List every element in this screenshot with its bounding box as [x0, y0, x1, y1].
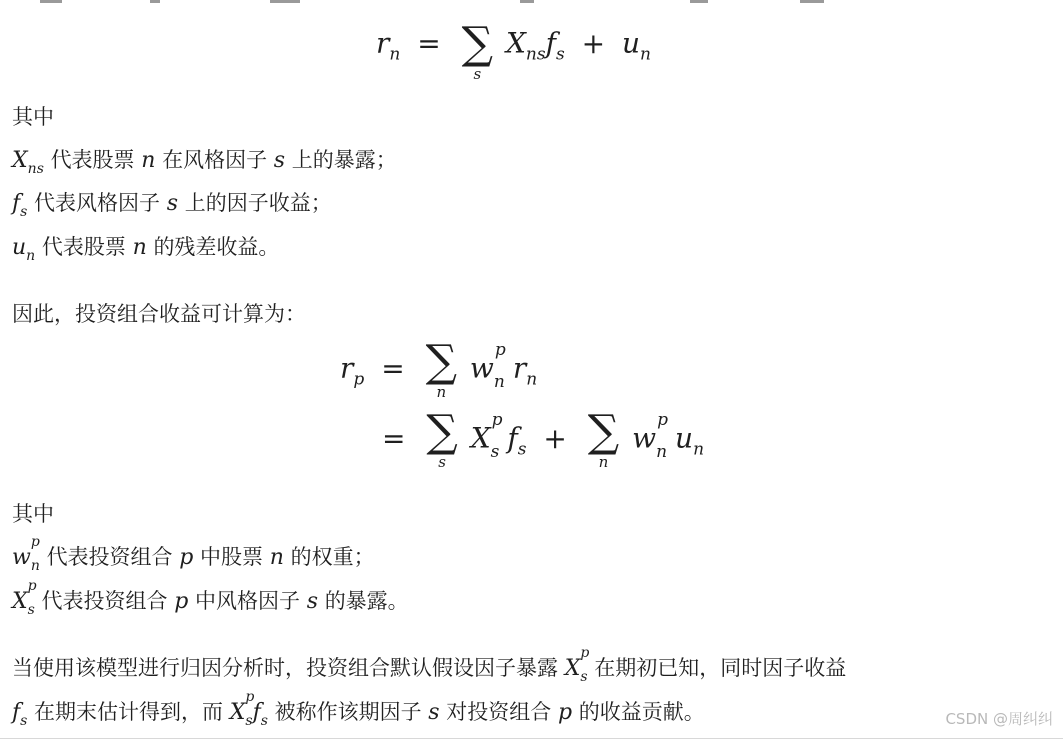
where-label-2: 其中: [12, 502, 54, 526]
definition-x-ns: $X_{ns}$ 代表股票 n 在风格因子 s 上的暴露；: [12, 148, 397, 177]
definition-w-pn: w p $_n$ 代表投资组合 p 中股票 n 的权重；: [12, 534, 375, 574]
csdn-watermark: CSDN @周纠纠: [945, 710, 1053, 728]
equation-portfolio-return-row1: $r_p$ = ∑ n w p $_n$ $r_n$: [340, 336, 538, 401]
attribution-paragraph-line2: $f_s$ 在期末估计得到，而 X p $_sf_s$ 被称作该期因子 s 对投资组合 p 的收益贡献。: [12, 689, 705, 729]
summation-symbol: ∑ n: [425, 336, 457, 401]
summation-symbol: ∑ n: [587, 406, 620, 471]
equation-factor-model: $r_n$ = ∑ s $X_{ns}f_s + u_n$: [376, 18, 651, 83]
attribution-paragraph-line1: 当使用该模型进行归因分析时，投资组合默认假设因子暴露 X p $_s$ 在期初已知，同时因子收益: [12, 645, 847, 685]
paragraph-portfolio-return: 因此，投资组合收益可计算为：: [12, 302, 306, 326]
equation-portfolio-return-row2: = ∑ s X p $_s$ $f_s$ + ∑ n w p $_n$ $u_n$: [382, 406, 705, 471]
definition-f-s: $f_s$ 代表风格因子 s 上的因子收益；: [12, 191, 332, 220]
definition-u-n: $u_n$ 代表股票 n 的残差收益。: [12, 235, 280, 264]
where-label-1: 其中: [12, 105, 54, 129]
summation-symbol: ∑ s: [461, 18, 494, 83]
cropped-top-text: [0, 0, 1063, 4]
definition-x-ps: X p $_s$ 代表投资组合 p 中风格因子 s 的暴露。: [12, 578, 409, 618]
summation-symbol: ∑ s: [426, 406, 458, 471]
